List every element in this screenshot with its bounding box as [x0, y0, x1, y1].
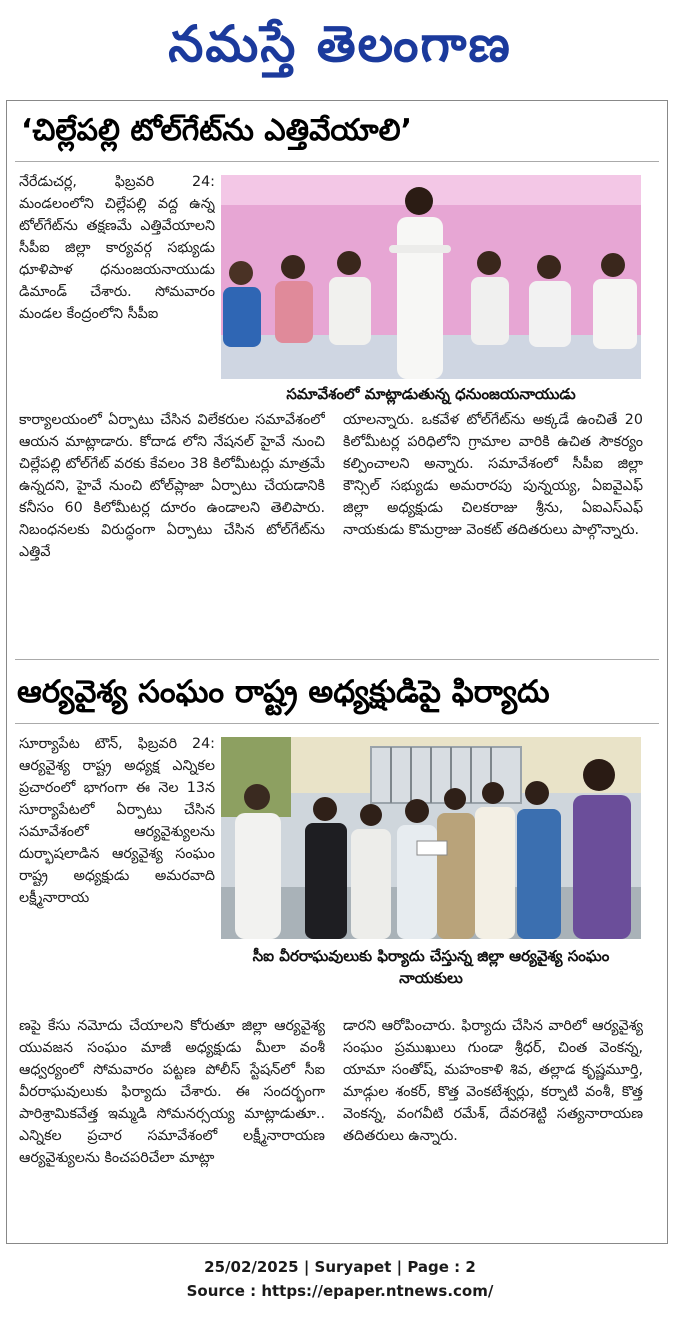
article1-headline: ‘చిల్లేపల్లి టోల్‌గేట్‌ను ఎత్తివేయాలి’: [21, 113, 413, 148]
article2-text-left-bottom: ణపై కేసు నమోదు చేయాలని కోరుతూ జిల్లా ఆర్యవైశ్య యువజన సంఘం మాజీ అధ్యక్షుడు మీలా వంశీ ఆధ్వర్యంలో సోమవారం పట్టణ పోలీస్ స్టేషన్‌లో సీఐ వీరరాఘవులుకు ఫిర్యాదు చేశారు. ఈ సందర్భంగా పారిశ్రామికవేత్త ఇమ్మడి సోమనర్సయ్య మాట్లాడుతూ.. ఎన్నికల ప్రచార సమావేశంలో లక్ష్మీనారాయణ ఆర్యవైశ్యులను కించపరిచేలా మాట్లా: [19, 1018, 325, 1166]
divider: [15, 659, 659, 660]
footer-source: Source : https://epaper.ntnews.com/: [186, 1282, 494, 1300]
footer-dateline: 25/02/2025 | Suryapet | Page : 2: [204, 1258, 476, 1276]
article2-text-left-top: సూర్యాపేట టౌన్, ఫిబ్రవరి 24: ఆర్యవైశ్య రాష్ట్ర అధ్యక్ష ఎన్నికల ప్రచారంలో భాగంగా ఈ నెల 13న సూర్యాపేటలో ఏర్పాటు చేసిన సమావేశంలో ఆర్యవైశ్యులను దుర్భాషలాడిన ఆర్యవైశ్య సంఘం రాష్ట్ర అధ్యక్షుడు అమరవాది లక్ష్మీనారాయ: [19, 736, 215, 906]
article2-caption: సీఐ వీరరాఘవులుకు ఫిర్యాదు చేస్తున్న జిల్లా ఆర్యవైశ్య సంఘం నాయకులు: [252, 947, 610, 987]
article1-photo: [221, 175, 641, 379]
police-station-photo: [221, 737, 641, 939]
masthead-title: నమస్తే తెలంగాణ: [168, 15, 512, 73]
clipping-frame: [6, 100, 668, 1244]
article1-text-right-bottom: యాలన్నారు. ఒకవేళ టోల్‌గేట్‌ను అక్కడే ఉంచితే 20 కిలోమీటర్ల పరిధిలోని గ్రామాల వారికి ఉచిత సౌకర్యం కల్పించాలని అన్నారు. సమావేశంలో సీపీఐ జిల్లా కౌన్సిల్ సభ్యుడు అమరారపు పున్నయ్య, ఏఐవైఎఫ్ జిల్లా అధ్యక్షుడు చిలకరాజు శ్రీను, ఏఐఎస్ఎఫ్ నాయకుడు కొమర్రాజు వెంకట్ తదితరులు పాల్గొన్నారు.: [343, 412, 643, 538]
press-meet-photo: [221, 175, 641, 379]
article2-headline: ఆర్యవైశ్య సంఘం రాష్ట్ర అధ్యక్షుడిపై ఫిర్యాదు: [17, 674, 550, 710]
divider: [15, 723, 659, 724]
article1-caption: సమావేశంలో మాట్లాడుతున్న ధనుంజయనాయుడు: [286, 385, 576, 403]
masthead: [0, 0, 680, 90]
article1-text-left-top: నేరేడుచర్ల, ఫిబ్రవరి 24: మండలంలోని చిల్లేపల్లి వద్ద ఉన్న టోల్‌గేట్‌ను తక్షణమే ఎత్తివేయాలని సీపీఐ జిల్లా కార్యవర్గ సభ్యుడు ధూళిపాళ ధనుంజయనాయుడు డిమాండ్ చేశారు. సోమవారం మండల కేంద్రంలోని సీపీఐ: [19, 174, 215, 322]
article2-photo: [221, 737, 641, 939]
article2-text-right-bottom: డారని ఆరోపించారు. ఫిర్యాదు చేసిన వారిలో ఆర్యవైశ్య సంఘం ప్రముఖులు గుండా శ్రీధర్, చింత వెంకన్న, యామా సంతోష్, మహంకాళి శివ, తల్లాడ కృష్ణమూర్తి, మాడ్గుల శంకర్, కొత్త వెంకటేశ్వర్లు, కర్నాటి వంశీ, కొత్త వెంకన్న, వంగవీటి రమేశ్, దేవరశెట్టి సత్యనారాయణ తదితరులు ఉన్నారు.: [343, 1018, 643, 1144]
divider: [15, 161, 659, 162]
article1-text-left-bottom: కార్యాలయంలో ఏర్పాటు చేసిన విలేకరుల సమావేశంలో ఆయన మాట్లాడారు. కోదాడ లోని నేషనల్ హైవే నుంచి చిల్లేపల్లి టోల్‌గేట్ వరకు కేవలం 38 కిలోమీటర్లు మాత్రమే ఉన్నదని, హైవే నుంచి టోల్‌ప్లాజా ఏర్పాటు చేయడానికి కనీసం 60 కిలోమీటర్ల దూరం ఉండాలని తెలిపారు. నిబంధనలకు విరుద్ధంగా ఏర్పాటు చేసిన టోల్‌గేట్‌ను ఎత్తివే: [19, 412, 325, 560]
